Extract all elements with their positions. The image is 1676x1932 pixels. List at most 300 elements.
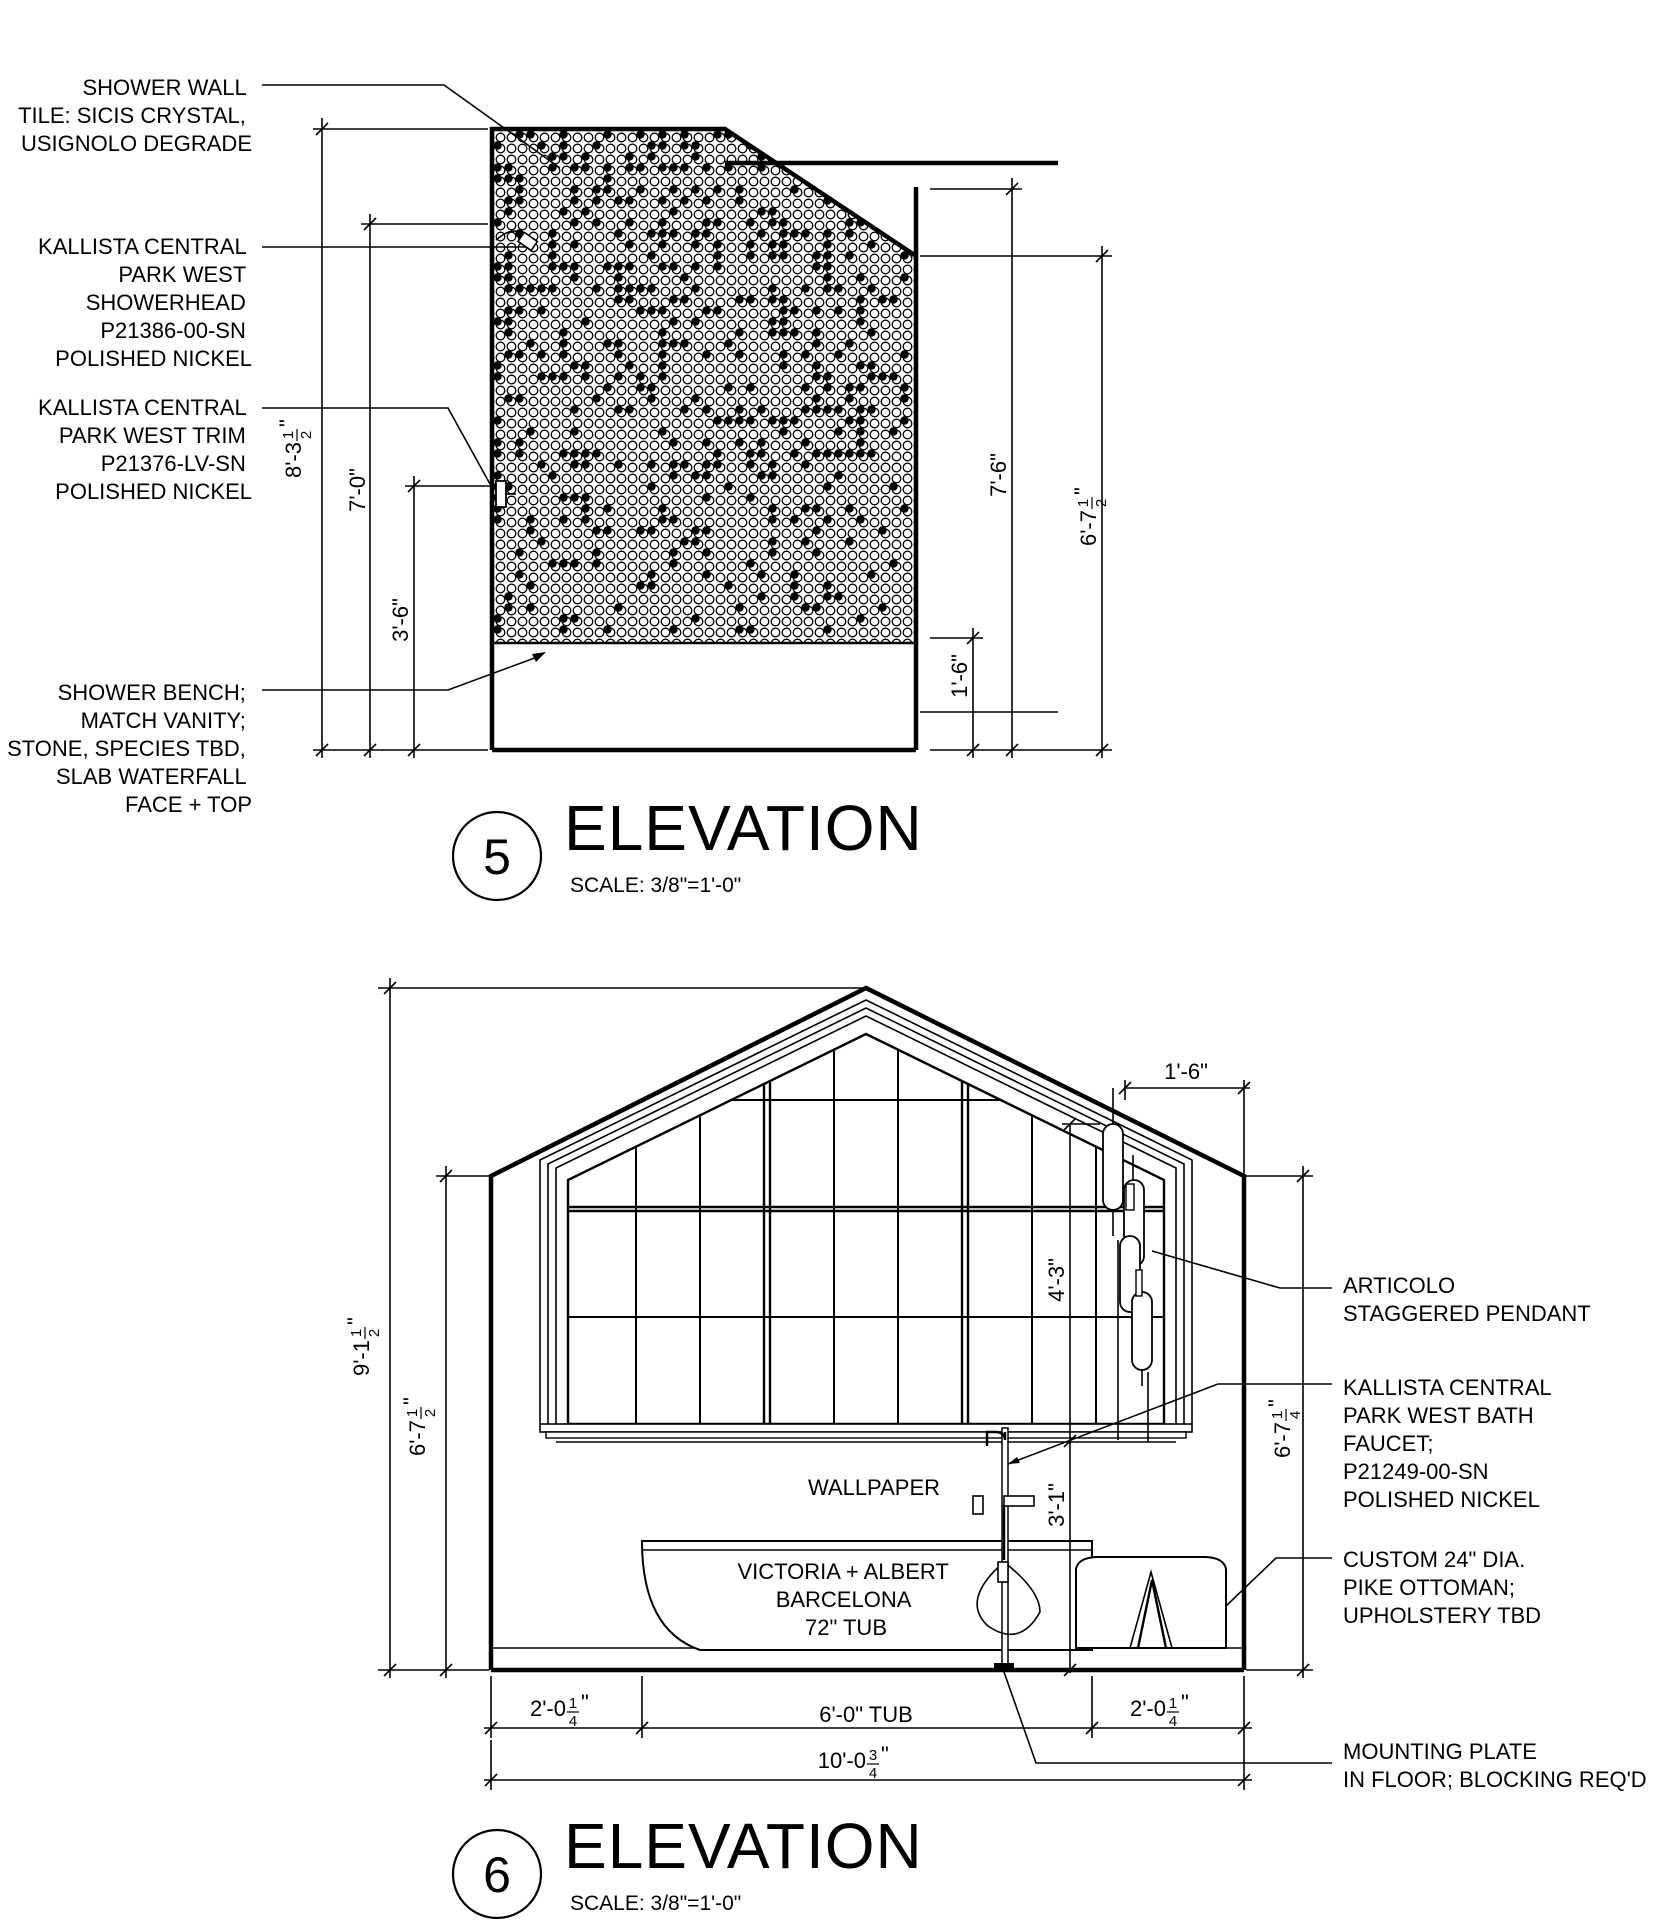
- tile-dot: [680, 295, 688, 303]
- tile-dot: [856, 438, 864, 446]
- tile-dot: [691, 152, 699, 160]
- elevation-5-title-text: ELEVATION: [564, 792, 923, 864]
- tile-dot: [856, 317, 864, 325]
- svg-text:2'-0: 2'-0: [1130, 1696, 1166, 1721]
- tile-dot: [691, 229, 699, 237]
- tile-dot: [746, 625, 754, 633]
- tile-dot: [504, 306, 512, 314]
- tile-dot: [779, 361, 787, 369]
- tile-dot: [713, 416, 721, 424]
- tile-dot: [559, 449, 567, 457]
- tile-dot: [669, 262, 677, 270]
- tile-dot: [636, 581, 644, 589]
- svg-text:": ": [1181, 1690, 1189, 1715]
- tile-dot: [823, 482, 831, 490]
- tile-dot: [812, 603, 820, 611]
- tile-dot: [779, 295, 787, 303]
- tile-dot: [570, 559, 578, 567]
- tile-dot: [691, 614, 699, 622]
- tile-dot: [889, 427, 897, 435]
- tile-dot: [790, 515, 798, 523]
- tile-dot: [812, 526, 820, 534]
- tile-dot: [878, 185, 886, 193]
- tile-dot: [889, 482, 897, 490]
- tile-dot: [845, 251, 853, 259]
- tile-dot: [504, 317, 512, 325]
- tile-dot: [900, 273, 908, 281]
- svg-text:2'-0: 2'-0: [530, 1696, 566, 1721]
- tile-dot: [713, 185, 721, 193]
- tile-dot: [768, 207, 776, 215]
- svg-text:4: 4: [568, 1713, 578, 1730]
- tile-dot: [845, 218, 853, 226]
- tile-dot: [570, 185, 578, 193]
- dim-1-6: 1'-6": [947, 654, 972, 698]
- tile-dot: [735, 328, 743, 336]
- elevation-5-scale: SCALE: 3/8"=1'-0": [570, 874, 742, 897]
- tile-dot: [768, 251, 776, 259]
- svg-text:4: 4: [1168, 1713, 1178, 1730]
- tile-dot: [504, 174, 512, 182]
- tile-dot: [581, 207, 589, 215]
- tile-dot: [779, 427, 787, 435]
- tile-dot: [570, 405, 578, 413]
- tile-dot: [845, 416, 853, 424]
- tile-dot: [713, 130, 721, 138]
- tile-dot: [658, 262, 666, 270]
- tile-dot: [559, 152, 567, 160]
- tile-dot: [735, 295, 743, 303]
- svg-text:": ": [581, 1690, 589, 1715]
- dim-7-0: 7'-0": [345, 468, 370, 512]
- tile-dot: [658, 130, 666, 138]
- tile-dot: [647, 284, 655, 292]
- tile-dot: [526, 130, 534, 138]
- svg-text:1: 1: [1075, 498, 1092, 508]
- tile-dot: [779, 240, 787, 248]
- tile-dot: [845, 537, 853, 545]
- tile-dot: [537, 460, 545, 468]
- tile-dot: [592, 559, 600, 567]
- tile-dot: [625, 218, 633, 226]
- tile-dot: [559, 262, 567, 270]
- tile-dot: [702, 493, 710, 501]
- dim-8-3-half: [275, 419, 315, 478]
- tile-dot: [845, 449, 853, 457]
- tile-dot: [801, 405, 809, 413]
- tile-dot: [526, 339, 534, 347]
- window-mullions: [568, 1050, 1164, 1424]
- tile-dot: [658, 196, 666, 204]
- tile-dot: [603, 383, 611, 391]
- dim-6-7-quarter-right: [1264, 1399, 1304, 1458]
- tile-dot: [867, 372, 875, 380]
- note-mounting-plate: MOUNTING PLATE IN FLOOR; BLOCKING REQ'D: [1343, 1739, 1647, 1792]
- tile-dot: [658, 504, 666, 512]
- tile-dot: [768, 328, 776, 336]
- tile-dot: [768, 537, 776, 545]
- tile-dot: [691, 240, 699, 248]
- tile-dot: [570, 361, 578, 369]
- svg-text:1: 1: [348, 1328, 365, 1338]
- tile-dot: [614, 339, 622, 347]
- tile-dot: [746, 559, 754, 567]
- tile-dot: [856, 383, 864, 391]
- tile-dot: [691, 141, 699, 149]
- tile-dot: [702, 548, 710, 556]
- tile-dot: [702, 163, 710, 171]
- tile-dot: [504, 207, 512, 215]
- dim-4-3: 4'-3": [1044, 1258, 1069, 1302]
- tile-dot: [801, 504, 809, 512]
- tile-dot: [559, 207, 567, 215]
- tile-dot: [636, 526, 644, 534]
- tile-dot: [680, 163, 688, 171]
- tile-dot: [603, 130, 611, 138]
- tile-dot: [790, 185, 798, 193]
- tile-dot: [614, 350, 622, 358]
- tile-dot: [691, 284, 699, 292]
- note-bath-faucet: KALLISTA CENTRAL PARK WEST BATH FAUCET; P21249-00-SN POLISHED NICKEL: [1343, 1375, 1551, 1512]
- tile-dot: [669, 163, 677, 171]
- tile-dot: [504, 592, 512, 600]
- svg-text:1: 1: [1168, 1695, 1178, 1712]
- tile-dot: [570, 493, 578, 501]
- tile-dot: [504, 350, 512, 358]
- tile-dot: [625, 240, 633, 248]
- svg-text:8'-3: 8'-3: [281, 442, 306, 478]
- tile-dot: [658, 372, 666, 380]
- tile-dot: [735, 625, 743, 633]
- tile-dot: [889, 196, 897, 204]
- svg-text:": ": [343, 1317, 368, 1325]
- tile-dot: [845, 383, 853, 391]
- tile-dot: [900, 416, 908, 424]
- svg-text:": ": [399, 1397, 424, 1405]
- tile-dot: [526, 603, 534, 611]
- tile-dot: [636, 130, 644, 138]
- tile-dot: [493, 262, 501, 270]
- tile-dot: [570, 273, 578, 281]
- tile-dot: [669, 548, 677, 556]
- tile-dot: [526, 526, 534, 534]
- svg-text:10'-0: 10'-0: [817, 1748, 866, 1773]
- svg-text:": ": [1264, 1399, 1289, 1407]
- tile-dot: [581, 361, 589, 369]
- tile-dot: [790, 581, 798, 589]
- tile-dot: [889, 559, 897, 567]
- tile-dot: [801, 438, 809, 446]
- tile-dot: [581, 449, 589, 457]
- svg-text:2: 2: [298, 430, 315, 440]
- tile-dot: [702, 460, 710, 468]
- tile-dot: [647, 482, 655, 490]
- tile-dot: [570, 262, 578, 270]
- tile-dot: [812, 328, 820, 336]
- tile-dot: [878, 526, 886, 534]
- tile-dot: [614, 273, 622, 281]
- tile-dot: [746, 449, 754, 457]
- tile-dot: [856, 141, 864, 149]
- tile-dot: [856, 449, 864, 457]
- tile-dot: [823, 449, 831, 457]
- tile-dot: [658, 515, 666, 523]
- tile-dot: [493, 438, 501, 446]
- tile-dot: [581, 504, 589, 512]
- tile-dot: [515, 438, 523, 446]
- tile-dot: [757, 229, 765, 237]
- tile-dot: [867, 141, 875, 149]
- tile-dot: [856, 416, 864, 424]
- tile-dot: [504, 284, 512, 292]
- tile-dot: [581, 317, 589, 325]
- tile-dot: [801, 152, 809, 160]
- tile-dot: [614, 262, 622, 270]
- staggered-pendant: [1103, 1088, 1152, 1442]
- tile-dot: [900, 394, 908, 402]
- tile-dot: [812, 174, 820, 182]
- tile-dot: [636, 383, 644, 391]
- tile-dot: [823, 273, 831, 281]
- tile-dot: [768, 295, 776, 303]
- tile-dot: [592, 394, 600, 402]
- dim-6-7-half-left: [399, 1397, 439, 1456]
- tile-dot: [680, 460, 688, 468]
- tile-dot: [878, 603, 886, 611]
- tile-dot: [493, 416, 501, 424]
- tile-dot: [570, 163, 578, 171]
- tile-dot: [603, 163, 611, 171]
- tile-dot: [504, 196, 512, 204]
- tile-dot: [801, 284, 809, 292]
- tile-dot: [669, 185, 677, 193]
- tile-dot: [570, 427, 578, 435]
- tile-dot: [713, 218, 721, 226]
- tile-dot: [493, 218, 501, 226]
- tile-dot: [504, 251, 512, 259]
- tile-dot: [790, 130, 798, 138]
- dim-1-6-pendant: 1'-6": [1164, 1059, 1208, 1084]
- tile-dot: [746, 218, 754, 226]
- tile-dot: [548, 372, 556, 380]
- tile-dot: [548, 229, 556, 237]
- tile-dot: [570, 240, 578, 248]
- dim-9-1-half: [343, 1317, 383, 1376]
- tile-dot: [746, 383, 754, 391]
- tile-dot: [669, 515, 677, 523]
- tile-dot: [636, 163, 644, 171]
- tile-dot: [724, 581, 732, 589]
- tile-dot: [768, 317, 776, 325]
- tile-dot: [900, 207, 908, 215]
- tile-dot: [867, 570, 875, 578]
- label-tub: VICTORIA + ALBERT BARCELONA 72" TUB: [737, 1559, 949, 1640]
- shower-wall-tile: [492, 129, 916, 750]
- tile-dot: [515, 185, 523, 193]
- window: [540, 1000, 1192, 1442]
- tile-dot: [713, 262, 721, 270]
- elevation-6-scale: SCALE: 3/8"=1'-0": [570, 1892, 742, 1915]
- elevation-5-number: 5: [483, 829, 511, 885]
- tile-dot: [548, 471, 556, 479]
- tile-dot: [856, 273, 864, 281]
- tile-dot: [493, 317, 501, 325]
- dim-3-6: 3'-6": [388, 598, 413, 642]
- tile-dot: [812, 152, 820, 160]
- tile-dot: [504, 273, 512, 281]
- tile-dot: [658, 339, 666, 347]
- tile-dot: [548, 559, 556, 567]
- tile-dot: [735, 196, 743, 204]
- tile-dot: [680, 273, 688, 281]
- tile-dot: [823, 625, 831, 633]
- tile-dot: [669, 471, 677, 479]
- tile-dot: [636, 372, 644, 380]
- tile-dot: [493, 174, 501, 182]
- tile-dot: [724, 416, 732, 424]
- tile-dot: [757, 207, 765, 215]
- tile-dot: [603, 174, 611, 182]
- tile-dot: [845, 130, 853, 138]
- svg-text:1: 1: [404, 1408, 421, 1418]
- tile-dot: [746, 251, 754, 259]
- tile-dot: [834, 350, 842, 358]
- svg-text:1: 1: [1269, 1410, 1286, 1420]
- tile-dot: [757, 570, 765, 578]
- tile-dot: [581, 372, 589, 380]
- tile-dot: [625, 361, 633, 369]
- tile-dot: [845, 196, 853, 204]
- note-pendant: ARTICOLO STAGGERED PENDANT: [1343, 1273, 1591, 1326]
- tile-dot: [504, 262, 512, 270]
- tile-dot: [647, 570, 655, 578]
- tile-dot: [790, 416, 798, 424]
- tile-dot: [504, 163, 512, 171]
- tile-dot: [680, 537, 688, 545]
- ottoman: [1076, 1557, 1226, 1648]
- tile-dot: [823, 372, 831, 380]
- elevation-6-number: 6: [483, 1847, 511, 1903]
- tile-dot: [603, 625, 611, 633]
- tile-dot: [515, 350, 523, 358]
- tile-dot: [515, 570, 523, 578]
- tile-dot: [757, 405, 765, 413]
- tile-dot: [790, 229, 798, 237]
- tile-dot: [614, 295, 622, 303]
- tile-dot: [581, 152, 589, 160]
- svg-text:": ": [1070, 487, 1095, 495]
- tile-dot: [856, 427, 864, 435]
- tile-dot: [768, 471, 776, 479]
- tile-dot: [768, 548, 776, 556]
- tile-dot: [559, 372, 567, 380]
- tile-dot: [559, 493, 567, 501]
- tile-dot: [592, 196, 600, 204]
- tile-dot: [493, 471, 501, 479]
- tile-dot: [526, 515, 534, 523]
- tile-dot: [658, 218, 666, 226]
- tile-dot: [669, 229, 677, 237]
- tile-dot: [746, 295, 754, 303]
- tile-dot: [746, 416, 754, 424]
- tile-dot: [702, 438, 710, 446]
- tile-dot: [669, 317, 677, 325]
- tile-dot: [669, 207, 677, 215]
- tile-dot: [757, 130, 765, 138]
- tile-dot: [658, 141, 666, 149]
- tile-dot: [834, 141, 842, 149]
- tile-dot: [801, 383, 809, 391]
- tile-dot: [603, 526, 611, 534]
- tile-dot: [713, 251, 721, 259]
- tile-dot: [812, 504, 820, 512]
- svg-text:6'-7: 6'-7: [1076, 510, 1101, 546]
- tile-dot: [768, 416, 776, 424]
- elevation-6-title: [453, 1810, 923, 1918]
- tile-dot: [823, 262, 831, 270]
- tile-dot: [801, 603, 809, 611]
- tile-dot: [504, 394, 512, 402]
- tile-dot: [658, 328, 666, 336]
- svg-text:": ": [275, 419, 300, 427]
- tile-dot: [658, 361, 666, 369]
- tile-dot: [779, 317, 787, 325]
- tile-dot: [834, 405, 842, 413]
- svg-text:4: 4: [1287, 1410, 1304, 1420]
- tile-dot: [493, 372, 501, 380]
- svg-text:": ": [881, 1742, 889, 1767]
- tile-dot: [603, 339, 611, 347]
- tile-dot: [823, 141, 831, 149]
- note-shower-bench: SHOWER BENCH; MATCH VANITY; STONE, SPECIES TBD, SLAB WATERFALL FACE + TOP: [7, 680, 252, 817]
- tile-dot: [614, 372, 622, 380]
- tile-dot: [515, 284, 523, 292]
- tile-dot: [614, 196, 622, 204]
- tile-dot: [592, 526, 600, 534]
- tile-dot: [669, 295, 677, 303]
- svg-text:2: 2: [422, 1408, 439, 1418]
- tile-dot: [493, 361, 501, 369]
- tile-dot: [900, 152, 908, 160]
- tile-dot: [559, 339, 567, 347]
- tile-dot: [702, 196, 710, 204]
- tile-dot: [515, 196, 523, 204]
- label-wallpaper: WALLPAPER: [807, 1475, 941, 1500]
- tile-dot: [603, 185, 611, 193]
- svg-text:9'-1: 9'-1: [349, 1340, 374, 1376]
- tile-dot: [856, 361, 864, 369]
- tile-dot: [691, 526, 699, 534]
- tile-dot: [724, 339, 732, 347]
- tile-dot: [625, 152, 633, 160]
- svg-text:3: 3: [868, 1747, 878, 1764]
- tile-dot: [812, 306, 820, 314]
- tile-dot: [713, 449, 721, 457]
- tile-dot: [768, 240, 776, 248]
- tile-dot: [845, 394, 853, 402]
- dim-3-1: 3'-1": [1044, 1483, 1069, 1527]
- tile-dot: [614, 284, 622, 292]
- tile-dot: [515, 449, 523, 457]
- tile-dot: [603, 262, 611, 270]
- note-ottoman: CUSTOM 24" DIA. PIKE OTTOMAN; UPHOLSTERY TBD: [1343, 1547, 1542, 1628]
- tile-dot: [779, 350, 787, 358]
- tile-dot: [515, 548, 523, 556]
- tile-dot: [702, 405, 710, 413]
- tile-dot: [878, 130, 886, 138]
- tile-dot: [834, 130, 842, 138]
- tile-dot: [812, 372, 820, 380]
